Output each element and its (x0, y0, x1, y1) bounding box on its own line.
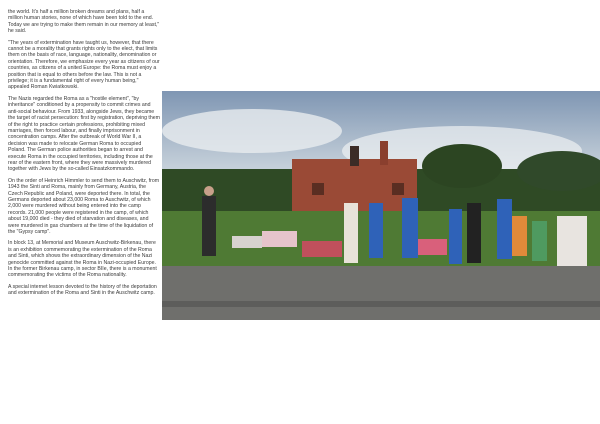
ceremony-photo (162, 91, 600, 320)
path (162, 266, 600, 320)
article-paragraph: On the order of Heinrich Himmler to send them to Auschwitz, from 1943 the Sinti and Roma, mainly from Germany, Austria, the Czech Republic and Poland, were deported there. In total, the Germans deported about 23,000 Roma to Auschwitz, of which 2,000 were murdered without being entered into the camp records. 21,000 people were registered in the camp, of which about 19,000 died - they died of starvation and diseases, and were murdered in gas chambers at the time of the liquidation of the "Gypsy camp". (8, 177, 160, 235)
chimney (350, 146, 359, 166)
article-paragraph: The Nazis regarded the Roma as a "hostile element", "by inheritance" conditioned by a propensity to commit crimes and anti-social behaviour. From 1933, alongside Jews, they became the target of racist persecution: first by registration, depriving them of the right to practice certain professions, prohibiting mixed marriages, then forced labour, and finally imprisonment in concentration camps. After the outbreak of World War II, a decision was made to relocate German Roma to occupied Poland. The German police authorities began to arrest and execute Roma in the occupied territories, including those at the rear of the eastern front, where they were massively murdered together with Jews by the so-called Einsatzkommando. (8, 95, 160, 173)
person (467, 203, 481, 263)
person (402, 198, 418, 258)
person (369, 203, 383, 258)
chimney (380, 141, 388, 165)
wreath (262, 231, 297, 247)
person (344, 203, 358, 263)
building-window (392, 183, 404, 195)
wreath (302, 241, 342, 257)
person (497, 199, 512, 259)
article-paragraph: "The years of extermination have taught us, however, that there cannot be a morality that grants rights only to the elect, that limits them on the basis of race, language, nationality, denomination or orientation. Therefore, we emphasize every year as citizens of our countries, as citizens of a united Europe: the Roma must enjoy a position that is equal to others before the law. This is not a privilege; it is a fundamental right of every human being," appealed Roman Kwiatkowski. (8, 39, 160, 91)
wreath (512, 216, 527, 256)
article-paragraph: A special internet lesson devoted to the history of the deportation and extermination of the Roma and Sinti in the Auschwitz camp. (8, 283, 157, 297)
cloud (162, 109, 342, 153)
person-head (204, 186, 214, 196)
article-paragraph: the world. It's half a million broken dreams and plans, half a million human stories, none of which have been told to the end. Today we are trying to make them remain in our memory at least," he said. (8, 9, 160, 35)
ceremony-photo-illustration (162, 91, 600, 320)
article-text (8, 9, 160, 302)
wreath (232, 236, 262, 248)
wreath (532, 221, 547, 261)
tree (422, 144, 502, 188)
wreath (557, 216, 587, 266)
person (202, 196, 216, 256)
building-window (312, 183, 324, 195)
wreath (417, 239, 447, 255)
person (449, 209, 462, 264)
article-paragraph: In block 13, at Memorial and Museum Auschwitz-Birkenau, there is an exhibition commemorating the extermination of the Roma and Sinti, which shows the extraordinary dimension of the Nazi genocide committed against the Roma in Nazi-occupied Europe. In the former Birkenau camp, in sector BIIe, there is a monument commemorating the victims of the Roma nationality. (8, 240, 157, 279)
path-edge (162, 301, 600, 307)
